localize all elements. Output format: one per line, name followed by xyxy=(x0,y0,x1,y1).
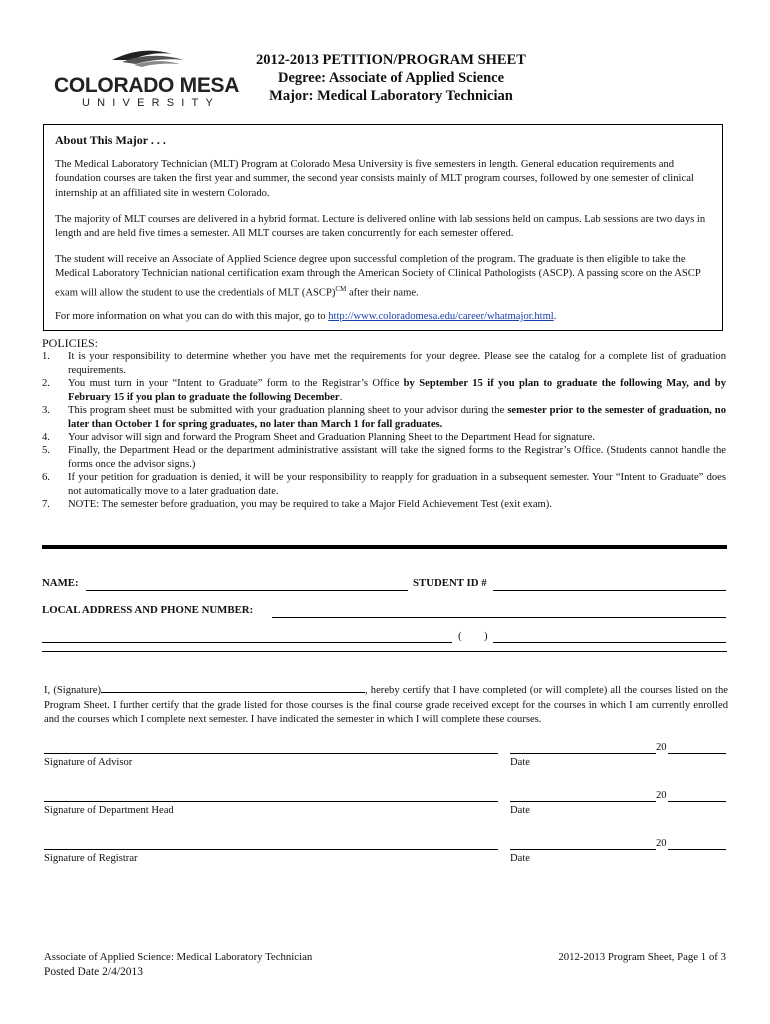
dept-head-signature-field[interactable] xyxy=(44,800,498,802)
name-field[interactable] xyxy=(86,589,408,591)
about-paragraph-4: For more information on what you can do with this major, go to http://www.coloradomesa.edu/career/whatmajor.html. xyxy=(55,311,557,322)
university-logo xyxy=(52,48,242,110)
phone-field[interactable] xyxy=(493,641,726,643)
phone-paren-open: ( xyxy=(458,630,462,642)
about-paragraph-2: The majority of MLT courses are delivered in a hybrid format. Lecture is delivered online with lab sessions held on campus. Lab sessions are two days in length and are held five times a semester. All MLT courses are taken concurrently for each semester offered. xyxy=(55,214,706,240)
policies-heading: POLICIES: xyxy=(42,336,99,350)
footer-page-number: 2012-2013 Program Sheet, Page 1 of 3 xyxy=(558,951,726,963)
address-label: LOCAL ADDRESS AND PHONE NUMBER: xyxy=(42,604,254,616)
student-id-label: STUDENT ID # xyxy=(413,577,487,589)
footer-posted-date: Posted Date 2/4/2013 xyxy=(44,966,144,978)
sheet-title: 2012-2013 PETITION/PROGRAM SHEET xyxy=(256,52,526,68)
dept-head-year-field[interactable] xyxy=(668,800,726,802)
logo-name: COLORADO MESA xyxy=(54,74,240,97)
policy-item: 2. You must turn in your “Intent to Graduate” form to the Registrar’s Office by September 15 if you plan to graduate the following May, and by February 15 if you plan to graduate the following December. xyxy=(42,378,726,404)
registrar-year-field[interactable] xyxy=(668,848,726,850)
major-line: Major: Medical Laboratory Technician xyxy=(269,88,513,104)
about-major-box xyxy=(43,124,723,331)
section-divider xyxy=(42,545,727,549)
advisor-signature-field[interactable] xyxy=(44,752,498,754)
advisor-year-field[interactable] xyxy=(668,752,726,754)
address-field[interactable] xyxy=(272,616,726,618)
certification-signature-field[interactable] xyxy=(101,682,365,693)
footer-program: Associate of Applied Science: Medical Laboratory Technician xyxy=(44,951,313,963)
policy-item: 6. If your petition for graduation is denied, it will be your responsibility to reapply for graduation in a subsequent semester. Your “Intent to Graduate” does not automatically move to a later graduation date. xyxy=(42,472,726,498)
policy-item: 5. Finally, the Department Head or the department administrative assistant will take the signed forms to the Registrar’s Office. (Students cannot handle the forms once the advisor signs.) xyxy=(42,445,726,471)
year-prefix: 20 xyxy=(656,742,667,753)
policy-item: 7. NOTE: The semester before graduation, you may be required to take a Major Field Achievement Test (exit exam). xyxy=(42,499,552,510)
certification-statement: I, (Signature) , hereby certify that I have completed (or will complete) all the courses listed on the Program Sheet. I further certify that the grade listed for those courses is the final course grade received except for the courses in which I am currently enrolled and the courses which I complete next semester. I have indicated the semester in which I will complete these courses. xyxy=(44,682,728,728)
address-line-2-field[interactable] xyxy=(42,641,452,643)
student-id-field[interactable] xyxy=(493,589,726,591)
policy-item: 4. Your advisor will sign and forward the Program Sheet and Graduation Planning Sheet to the Department Head for signature. xyxy=(42,432,596,443)
dept-head-date-field[interactable] xyxy=(510,800,656,802)
form-divider xyxy=(42,651,727,652)
registrar-date-field[interactable] xyxy=(510,848,656,850)
about-paragraph-3: The student will receive an Associate of Applied Science degree upon successful completion of the program. The graduate is then eligible to take the Medical Laboratory Technician national certification exam through the American Society of Clinical Pathologists (ASCP). A passing score on the ASCP exam will allow the student to use the credentials of MLT (ASCP)$^{CM}$ after their name. xyxy=(55,254,701,299)
policy-item: 3. This program sheet must be submitted with your graduation planning sheet to your advisor during the semester prior to the semester of graduation, no later than October 1 for spring graduates, no later than March 1 for fall graduates. xyxy=(42,405,726,431)
about-paragraph-1: The Medical Laboratory Technician (MLT) Program at Colorado Mesa University is five semesters in length. General education requirements and foundation courses are taken the first year and summer, the second year consists mainly of MLT program courses, followed by one semester of clinical internship at an affiliated site in western Colorado. xyxy=(55,159,694,199)
advisor-signature-label: Signature of Advisor xyxy=(44,757,133,768)
about-title: About This Major . . . xyxy=(55,133,166,147)
date-label: Date xyxy=(510,757,530,768)
dept-head-signature-label: Signature of Department Head xyxy=(44,805,174,816)
year-prefix: 20 xyxy=(656,790,667,801)
degree-line: Degree: Associate of Applied Science xyxy=(277,70,505,86)
date-label: Date xyxy=(510,805,530,816)
name-label: NAME: xyxy=(42,577,79,589)
advisor-date-field[interactable] xyxy=(510,752,656,754)
phone-paren-close: ) xyxy=(484,630,488,642)
policy-item: 1. It is your responsibility to determine whether you have met the requirements for your degree. Please see the catalog for a complete list of graduation requirements. xyxy=(42,351,726,377)
date-label: Date xyxy=(510,853,530,864)
registrar-signature-label: Signature of Registrar xyxy=(44,853,138,864)
registrar-signature-field[interactable] xyxy=(44,848,498,850)
year-prefix: 20 xyxy=(656,838,667,849)
career-link[interactable]: http://www.coloradomesa.edu/career/whatmajor.html xyxy=(328,311,554,322)
logo-subtitle: UNIVERSITY xyxy=(82,97,221,109)
